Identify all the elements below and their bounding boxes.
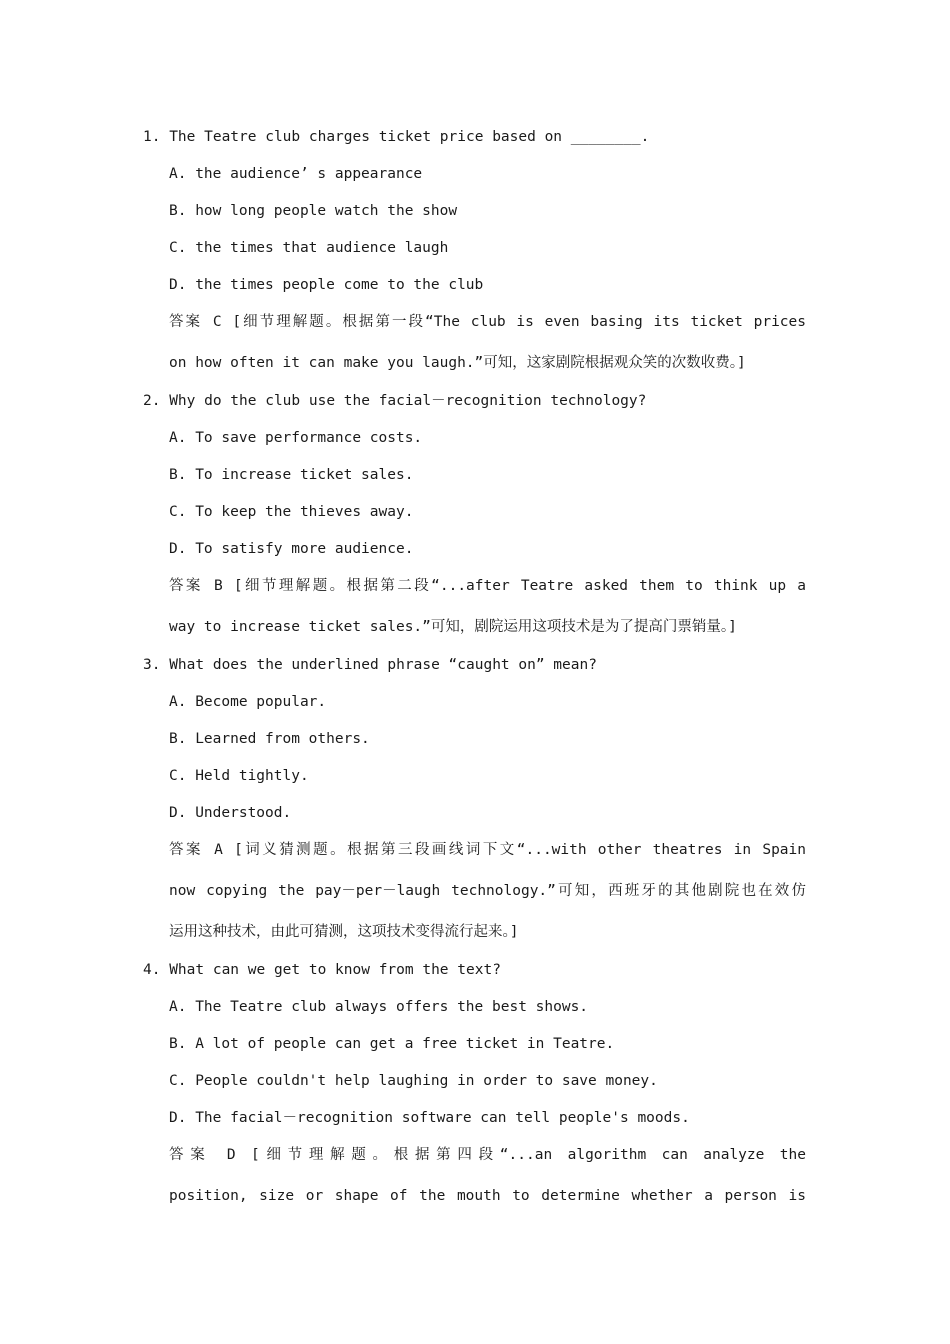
question-4-option-a: A. The Teatre club always offers the best shows. bbox=[169, 999, 589, 1015]
question-1-answer-line-1: 答案 C [细节理解题。根据第一段“The club is even basing its ticket prices bbox=[169, 314, 806, 330]
question-2-option-a: A. To save performance costs. bbox=[169, 430, 423, 446]
question-4-answer-line-1: 答案 D [细节理解题。根据第四段“...an algorithm can analyze the bbox=[169, 1147, 806, 1163]
question-4-stem: 4. What can we get to know from the text? bbox=[143, 962, 501, 978]
question-1-answer-line-2: on how often it can make you laugh.”可知，这家剧院根据观众笑的次数收费。] bbox=[169, 355, 746, 371]
question-1-stem: 1. The Teatre club charges ticket price based on ________. bbox=[143, 129, 650, 145]
question-3-answer-line-1: 答案 A [词义猜测题。根据第三段画线词下文“...with other theatres in Spain bbox=[169, 842, 806, 858]
question-1-option-d: D. the times people come to the club bbox=[169, 277, 484, 293]
question-2-answer-line-1: 答案 B [细节理解题。根据第二段“...after Teatre asked them to think up a bbox=[169, 578, 806, 594]
question-3-answer-line-3: 运用这种技术，由此可猜测，这项技术变得流行起来。] bbox=[169, 924, 519, 940]
question-1-option-c: C. the times that audience laugh bbox=[169, 240, 449, 256]
question-3-option-b: B. Learned from others. bbox=[169, 731, 370, 747]
question-4-answer-line-2: position, size or shape of the mouth to determine whether a person is bbox=[169, 1188, 806, 1204]
question-3-stem: 3. What does the underlined phrase “caught on” mean? bbox=[143, 657, 597, 673]
question-1-option-a: A. the audience’ s appearance bbox=[169, 166, 423, 182]
question-3-option-c: C. Held tightly. bbox=[169, 768, 309, 784]
question-4-option-c: C. People couldn't help laughing in order to save money. bbox=[169, 1073, 658, 1089]
question-4-option-b: B. A lot of people can get a free ticket in Teatre. bbox=[169, 1036, 615, 1052]
question-1-option-b: B. how long people watch the show bbox=[169, 203, 458, 219]
question-2-option-d: D. To satisfy more audience. bbox=[169, 541, 414, 557]
question-3-option-a: A. Become popular. bbox=[169, 694, 327, 710]
question-3-answer-line-2: now copying the pay－per－laugh technology.”可知，西班牙的其他剧院也在效仿 bbox=[169, 883, 806, 899]
question-2-stem: 2. Why do the club use the facial－recognition technology? bbox=[143, 393, 647, 409]
question-2-option-b: B. To increase ticket sales. bbox=[169, 467, 414, 483]
question-3-option-d: D. Understood. bbox=[169, 805, 292, 821]
question-2-option-c: C. To keep the thieves away. bbox=[169, 504, 414, 520]
question-4-option-d: D. The facial－recognition software can tell people's moods. bbox=[169, 1110, 690, 1126]
question-2-answer-line-2: way to increase ticket sales.”可知，剧院运用这项技术是为了提高门票销量。] bbox=[169, 619, 737, 635]
